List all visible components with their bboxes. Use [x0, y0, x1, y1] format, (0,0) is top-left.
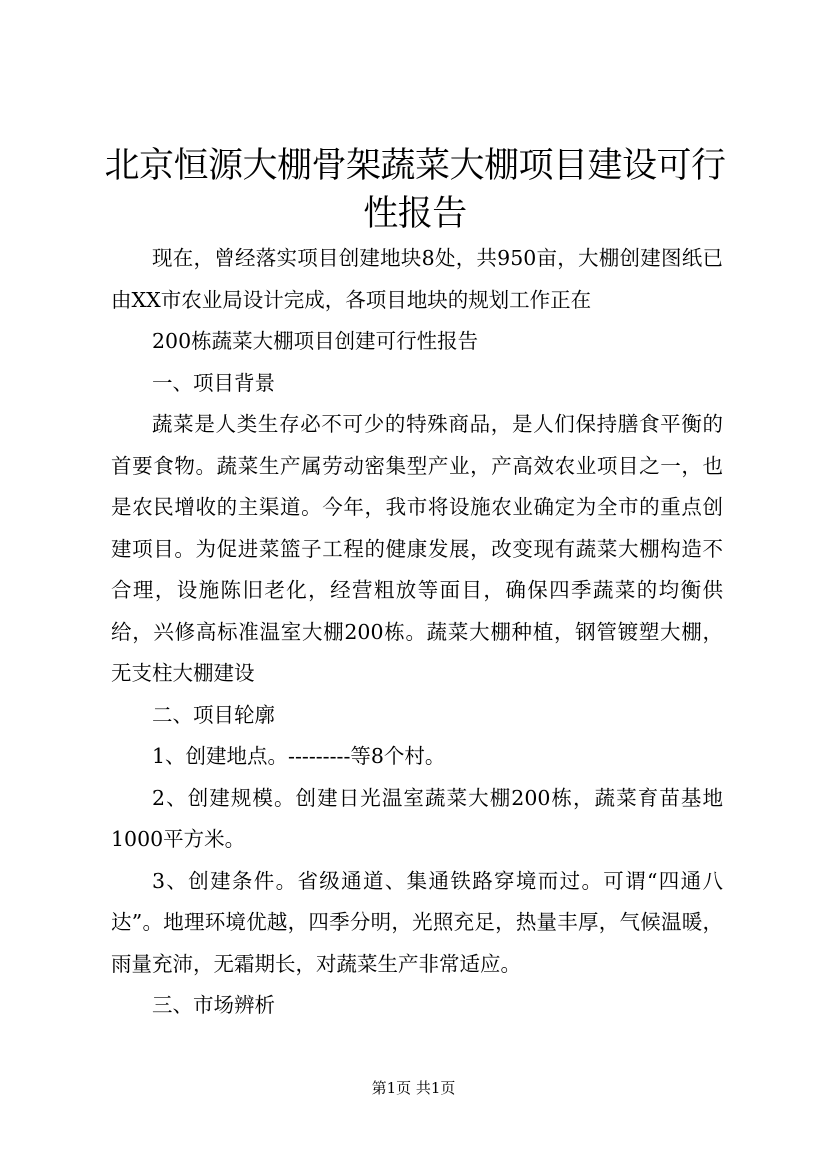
list-item-conditions: 3、创建条件。省级通道、集通铁路穿境而过。可谓“四通八达”。地理环境优越，四季分明，光照充足，热量丰厚，气候温暖，雨量充沛，无霜期长，对蔬菜生产非常适应。	[111, 868, 723, 976]
paragraph-report-title: 200栋蔬菜大棚项目创建可行性报告	[152, 329, 479, 353]
paragraph-intro: 现在，曾经落实项目创建地块8处，共950亩，大棚创建图纸已由XX市农业局设计完成，各项目地块的规划工作正在	[111, 246, 723, 312]
document-title: 北京恒源大棚骨架蔬菜大棚项目建设可行性报告	[104, 146, 726, 234]
section-heading-background: 一、项目背景	[152, 370, 275, 395]
paragraph-background: 蔬菜是人类生存必不可少的特殊商品，是人们保持膳食平衡的首要食物。蔬菜生产属劳动密集型产业，产高效农业项目之一，也是农民增收的主渠道。今年，我市将设施农业确定为全市的重点创建项目。为促进菜篮子工程的健康发展，改变现有蔬菜大棚构造不合理，设施陈旧老化，经营粗放等面目，确保四季蔬菜的均衡供给，兴修高标准温室大棚200栋。蔬菜大棚种植，钢管镀塑大棚，无支柱大棚建设	[111, 412, 723, 685]
document-body	[111, 238, 723, 1027]
list-item-scale: 2、创建规模。创建日光温室蔬菜大棚200栋，蔬菜育苗基地1000平方米。	[111, 785, 723, 851]
section-heading-market: 三、市场辨析	[152, 993, 275, 1017]
page-footer: 第1页 共1页	[371, 1079, 456, 1097]
list-item-location: 1、创建地点。---------等8个村。	[152, 744, 446, 768]
section-heading-overview: 二、项目轮廓	[152, 702, 275, 727]
